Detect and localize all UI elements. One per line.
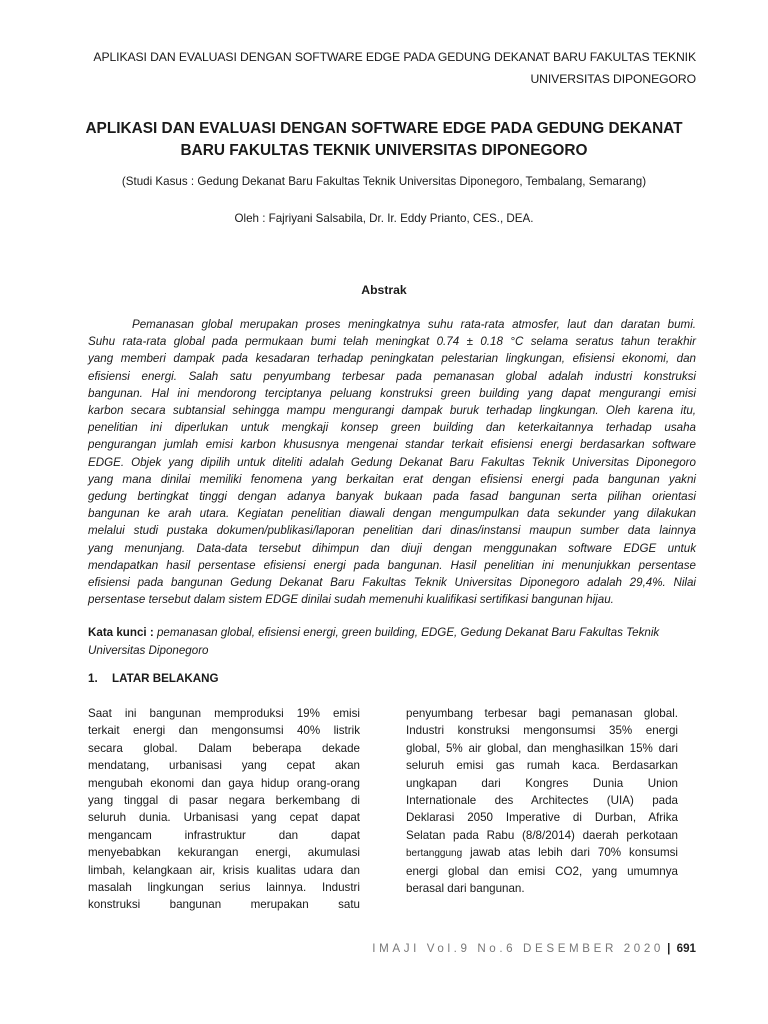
running-header-line-2: UNIVERSITAS DIPONEGORO	[530, 72, 696, 86]
authors-line: Oleh : Fajriyani Salsabila, Dr. Ir. Eddy Prianto, CES., DEA.	[234, 212, 534, 225]
body-line: berasal dari bangunan.	[406, 882, 525, 896]
paper-title	[60, 118, 708, 162]
body-line: penyumbang terbesar bagi pemanasan global.	[406, 707, 678, 720]
body-line: mengancam infrastruktur dan dapat	[88, 828, 360, 842]
abstract-line: efisiensi pada bangunan Gedung Dekanat Baru Fakultas Teknik Universitas Diponegoro adalah 29,4%. Nilai	[88, 576, 696, 590]
abstract-line: pengurangan jumlah emisi karbon khususnya mengenai standar terkait efisiensi energi berdasarkan software	[88, 438, 696, 452]
body-line: Selatan pada Rabu (8/8/2014) daerah perkotaan	[406, 828, 678, 842]
section-number: 1.	[88, 672, 98, 685]
body-line: Saat ini bangunan memproduksi 19% emisi	[88, 707, 360, 720]
body-column-left	[88, 705, 360, 914]
body-line: ungkapan dari Kongres Dunia Union	[406, 776, 678, 790]
abstract-line: persentase tersebut dalam sistem EDGE dinilai sudah memenuhi kualifikasi sertifikasi bangunan hijau.	[88, 593, 614, 607]
body-line: Deklarasi 2050 Imperative di Durban, Afrika	[406, 811, 678, 825]
keywords	[88, 624, 698, 660]
running-header	[60, 46, 696, 90]
abstract-line: Pemanasan global merupakan proses meningkatnya suhu rata-rata atmosfer, laut dan daratan bumi.	[132, 318, 696, 331]
body-line: global, 5% air global, dan menghasilkan 15% dari	[406, 741, 678, 755]
abstract-line: penelitian ini diperlukan untuk mengkaji konsep green building dan keterkaitannya terhadap usaha	[88, 421, 696, 435]
keywords-values-cont: Universitas Diponegoro	[88, 644, 209, 657]
abstract-line: efisiensi energi. Salah satu penyumbang terbesar pada pemanasan global adalah industri konstruksi	[88, 369, 696, 383]
section-title: LATAR BELAKANG	[112, 672, 219, 685]
abstract-line: yang menunjang. Data-data tersebut dihimpun dan diuji dengan menggunakan software EDGE untuk	[88, 541, 696, 555]
abstract-line: yang mana dinilai memiliki fenomena yang berkaitan erat dengan efisiensi energi pada bangunan yakni	[88, 472, 696, 486]
body-line: terkait energi dan mengonsumsi 40% listrik	[88, 724, 360, 738]
body-line: seluruh emisi gas rumah kaca. Berdasarkan	[406, 759, 678, 773]
keywords-label: Kata kunci :	[88, 626, 154, 639]
abstract-line: Suhu rata-rata global pada permukaan bumi telah meningkat 0.74 ± 0.18 °C selama seratus tahun terakhir	[88, 335, 696, 349]
body-line	[406, 844, 678, 862]
body-line: mendatang, urbanisasi yang cepat akan	[88, 759, 360, 773]
abstract-line: karbon secara subtansial sehingga mampu mengurangi dampak buruk terhadap lingkungan. Oleh karena itu,	[88, 404, 696, 418]
running-header-line-1: APLIKASI DAN EVALUASI DENGAN SOFTWARE EDGE PADA GEDUNG DEKANAT BARU FAKULTAS TEKNIK	[93, 50, 696, 64]
body-line: Internationale des Architectes (UIA) pada	[406, 794, 678, 808]
body-line: konstruksi bangunan merupakan satu	[88, 898, 360, 912]
abstract-line: gedung bertingkat tinggi dengan adanya banyak bukaan pada fasad bangunan serta pilihan orientasi	[88, 490, 696, 504]
body-line: mengubah ekonomi dan gaya hidup orang-orang	[88, 776, 360, 790]
abstract-body	[88, 316, 696, 608]
page-number: 691	[676, 942, 696, 955]
body-text: jawab atas lebih dari 70% konsumsi	[462, 846, 678, 860]
body-line: Industri konstruksi mengonsumsi 35% energi	[406, 724, 678, 738]
paper-title-line-2: BARU FAKULTAS TEKNIK UNIVERSITAS DIPONEGORO	[180, 142, 588, 159]
keywords-values: pemanasan global, efisiensi energi, green building, EDGE, Gedung Dekanat Baru Fakultas Teknik	[153, 626, 660, 639]
journal-citation: IMAJI Vol.9 No.6 DESEMBER 2020	[372, 942, 664, 955]
body-column-right	[406, 705, 678, 897]
body-line: masalah lingkungan serius lainnya. Industri	[88, 881, 360, 895]
abstract-heading: Abstrak	[361, 283, 407, 297]
body-line: menyebabkan kekurangan energi, akumulasi	[88, 846, 360, 860]
body-line: secara global. Dalam beberapa dekade	[88, 741, 360, 755]
footer-separator: |	[667, 942, 671, 955]
abstract-line: bangunan ke arah utara. Kegiatan penelitian diawali dengan mengumpulkan data sekunder yang dilakukan	[88, 507, 696, 521]
paper-title-line-1: APLIKASI DAN EVALUASI DENGAN SOFTWARE EDGE PADA GEDUNG DEKANAT	[85, 120, 683, 137]
body-line: seluruh dunia. Urbanisasi yang cepat dapat	[88, 811, 360, 825]
abstract-line: mendapatkan hasil persentase efisiensi energi pada bangunan. Hasil penelitian ini menunjukkan persentase	[88, 558, 696, 572]
case-study-subtitle: (Studi Kasus : Gedung Dekanat Baru Fakultas Teknik Universitas Diponegoro, Tembalang, Semarang)	[121, 175, 647, 188]
body-line: energi global dan emisi CO2, yang umumnya	[406, 864, 678, 878]
body-word-small: bertanggung	[406, 848, 463, 860]
section-heading	[88, 672, 218, 685]
abstract-line: bangunan. Hal ini mendorong terciptanya peluang konstruksi green building yang dapat mengurangi emisi	[88, 386, 696, 400]
body-line: limbah, kelangkaan air, krisis kualitas udara dan	[88, 863, 360, 877]
abstract-line: melalui studi pustaka dokumen/publikasi/laporan penelitian dari dinas/instansi maupun sumber data lainnya	[88, 524, 696, 538]
abstract-line: yang memberi dampak pada kesadaran terhadap peningkatan pelestarian lingkungan, efisiensi ekonomi, dan	[88, 352, 696, 366]
body-line: yang tinggal di pasar negara berkembang di	[88, 794, 360, 808]
page-footer	[372, 942, 696, 955]
abstract-line: EDGE. Objek yang dipilih untuk diteliti adalah Gedung Dekanat Baru Fakultas Teknik Universitas Diponegoro	[88, 455, 696, 469]
